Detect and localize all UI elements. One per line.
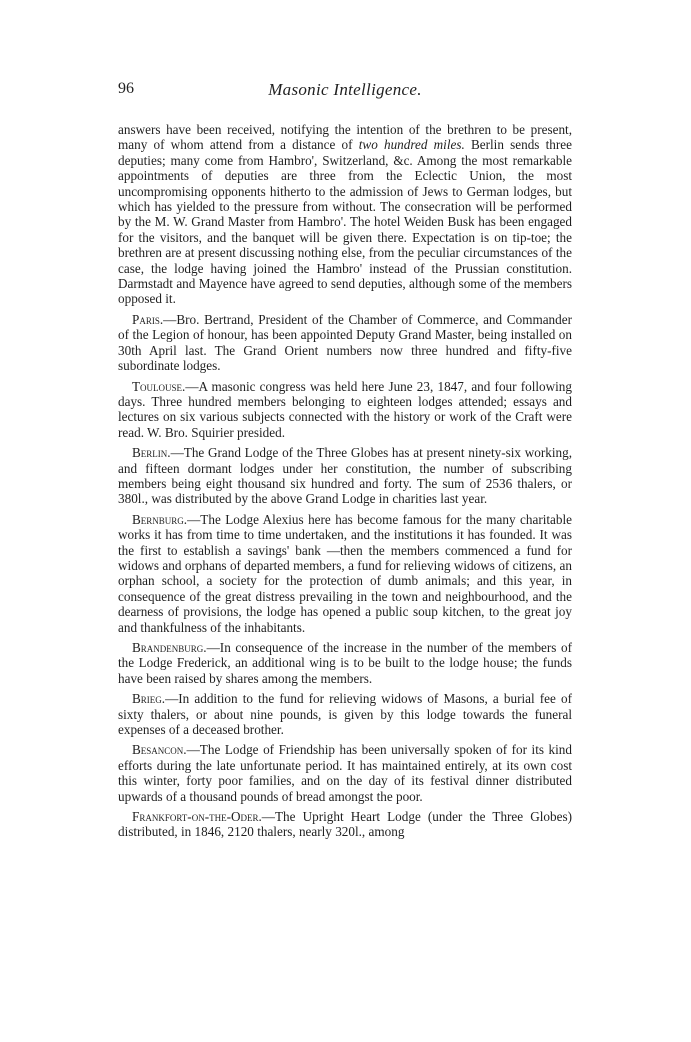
page-header (118, 80, 572, 106)
paragraph-emphasis: two hundred miles. (358, 137, 465, 153)
paragraph-brieg (118, 691, 572, 737)
paragraph-lead: Besancon. (132, 742, 187, 758)
running-title: Masonic Intelligence. (268, 80, 422, 99)
paragraph-text: —In consequence of the increase in the number of the members of the Lodge Frederick, an additional wing is to be built to the lodge house; the funds have been raised by shares among the members. (118, 640, 572, 686)
paragraph-text: —A masonic congress was held here June 23, 1847, and four following days. Three hundred members belonging to eighteen lodges attended; essays and lectures on six various subjects connected with the history or work of the Craft were read. W. Bro. Squirier presided. (118, 378, 572, 440)
paragraph-paris (118, 312, 572, 374)
paragraph-text: —Bro. Bertrand, President of the Chamber of Commerce, and Commander of the Legion of honour, has been appointed Deputy Grand Master, being installed on 30th April last. The Grand Orient numbers now three hundred and fifty-five subordinate lodges. (118, 311, 572, 374)
paragraph-brandenburg (118, 640, 572, 686)
paragraph-text-before: answers have been received, notifying the intention of the brethren to be present, many of whom attend from a distance of (118, 122, 572, 153)
paragraph-lead: Brieg. (132, 691, 166, 707)
paragraph-text: —The Lodge Alexius here has become famous for the many charitable works it has from time to time undertaken, and the institutions it has founded. It was the first to establish a savings' bank —then the members commenced a fund for widows and orphans of departed members, a fund for relieving widows of citizens, an orphan school, a society for the protection of dumb animals; and this year, in consequence of the great distress prevailing in the town and neighbourhood, and the dearness of provisions, the lodge has opened a public soup kitchen, to the great joy and thankfulness of the inhabitants. (118, 511, 572, 635)
paragraph-lead: Paris. (132, 311, 164, 327)
article-body (118, 122, 572, 845)
paragraph-berlin (118, 445, 572, 507)
paragraph-text: —In addition to the fund for relieving widows of Masons, a burial fee of sixty thalers, or about nine pounds, is given by this lodge towards the funeral expenses of a deceased brother. (118, 691, 572, 738)
paragraph-bernburg (118, 512, 572, 635)
paragraph-lead: Bernburg. (132, 511, 188, 527)
paragraph-text: —The Grand Lodge of the Three Globes has at present ninety-six working, and fifteen dormant lodges under her constitution, the number of subscribing members being eight thousand six hundred and forty. The sum of 2536 thalers, or 380l., was distributed by the above Grand Lodge in charities last year. (118, 445, 572, 507)
paragraph-lead: Brandenburg. (132, 640, 207, 655)
paragraph-lead: Berlin. (132, 445, 171, 461)
paragraph-text: —The Lodge of Friendship has been universally spoken of for its kind efforts during the late unfortunate period. It has maintained entirely, at its own cost this winter, forty poor families, and on the day of its festival dinner distributed upwards of a thousand pounds of bread amongst the poor. (118, 742, 572, 804)
paragraph-text: Berlin sends three deputies; many come from Hambro', Switzerland, &c. Among the most remarkable appointments of deputies are three from the Eclectic Union, the most uncompromising opponents hitherto to the admission of Jews to German lodges, but which has yielded to the pressure from without. The consecration will be performed by the M. W. Grand Master from Hambro'. The hotel Weiden Busk has been engaged for the visitors, and the banquet will be given there. Expectation is on tip-toe; the brethren are at present discussing nothing else, from the peculiar circumstances of the case, the lodge having joined the Hambro' instead of the Prussian constitution. Darmstadt and Mayence have agreed to send deputies, although some of the members opposed it. (118, 137, 572, 307)
paragraph-besancon (118, 742, 572, 804)
paragraph-frankfort (118, 809, 572, 840)
paragraph-continuation (118, 122, 572, 307)
paragraph-text: —The Upright Heart Lodge (under the Three Globes) distributed, in 1846, 2120 thalers, nearly 320l., among (118, 809, 572, 840)
paragraph-lead: Toulouse. (132, 378, 186, 394)
paragraph-toulouse (118, 379, 572, 441)
page-number: 96 (118, 80, 134, 97)
paragraph-lead: Frankfort-on-the-Oder. (132, 809, 262, 825)
